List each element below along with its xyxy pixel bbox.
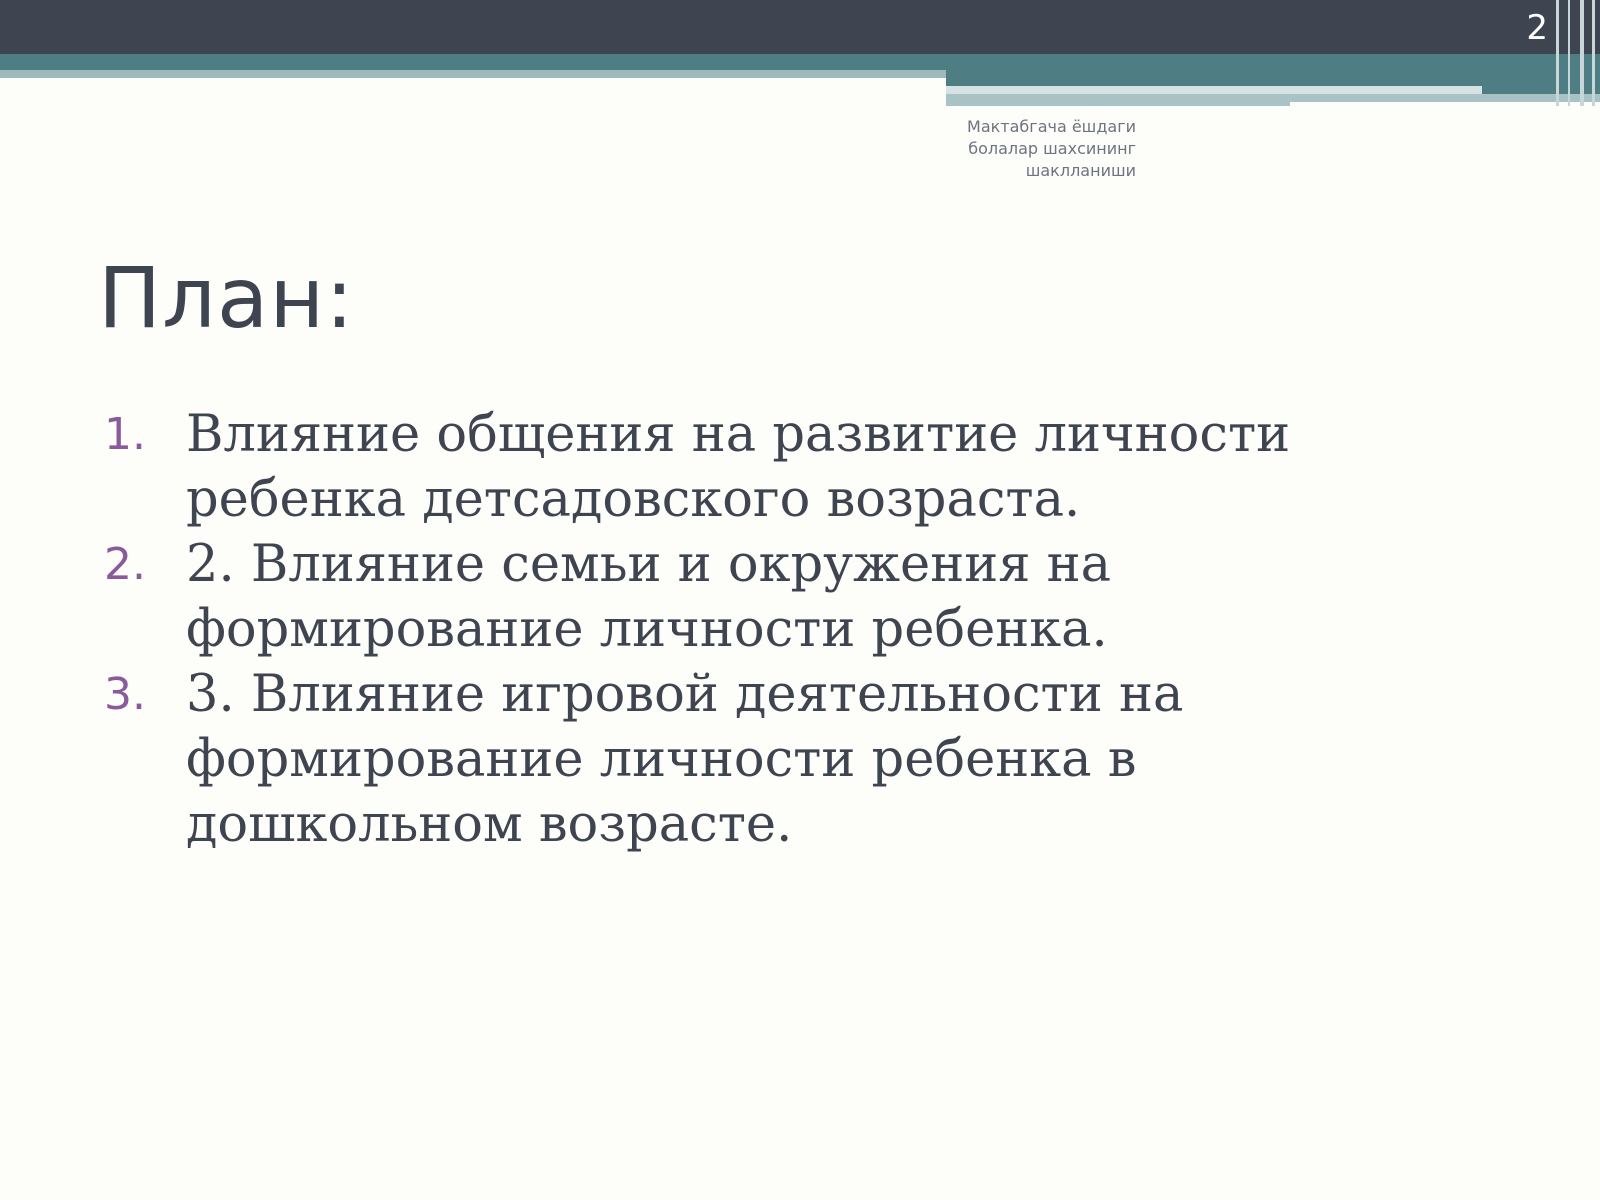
vertical-stripe bbox=[1580, 0, 1584, 106]
top-dark-bar bbox=[0, 0, 1600, 54]
header-note-line: Мактабгача ёшдаги bbox=[967, 117, 1136, 136]
top-teal-light-bar bbox=[0, 70, 946, 78]
plan-item bbox=[104, 662, 1424, 857]
vertical-stripe bbox=[1592, 0, 1595, 106]
plan-item-line: формирование личности ребенка. bbox=[186, 600, 1108, 659]
plan-item-line: Влияние общения на развитие личности bbox=[186, 405, 1291, 464]
plan-item-text bbox=[186, 662, 1424, 857]
header-note-line: шаклланиши bbox=[1025, 161, 1136, 180]
plan-item-text bbox=[186, 532, 1424, 662]
plan-item-line: 2. Влияние семьи и окружения на bbox=[186, 535, 1111, 594]
plan-item bbox=[104, 532, 1424, 662]
plan-item-line: формирование личности ребенка в bbox=[186, 730, 1137, 789]
slide-title: План: bbox=[98, 249, 355, 347]
plan-item-line: 3. Влияние игровой деятельности на bbox=[186, 665, 1184, 724]
slide-number: 2 bbox=[1526, 8, 1548, 48]
plan-item bbox=[104, 402, 1424, 532]
header-note-line: болалар шахсининг bbox=[968, 139, 1136, 158]
right-white-line bbox=[1290, 102, 1600, 107]
vertical-stripe bbox=[1556, 0, 1559, 106]
plan-item-line: дошкольном возрасте. bbox=[186, 795, 793, 854]
top-teal-bar bbox=[0, 54, 1600, 70]
plan-item-number: 1. bbox=[104, 409, 146, 460]
plan-item-line: ребенка детсадовского возраста. bbox=[186, 470, 1081, 529]
header-note bbox=[900, 116, 1136, 182]
plan-item-number: 3. bbox=[104, 669, 146, 720]
vertical-stripe bbox=[1568, 0, 1570, 106]
right-teal-highlight bbox=[946, 86, 1482, 94]
plan-item-number: 2. bbox=[104, 539, 146, 590]
plan-item-text bbox=[186, 402, 1424, 532]
plan-list bbox=[104, 402, 1424, 857]
